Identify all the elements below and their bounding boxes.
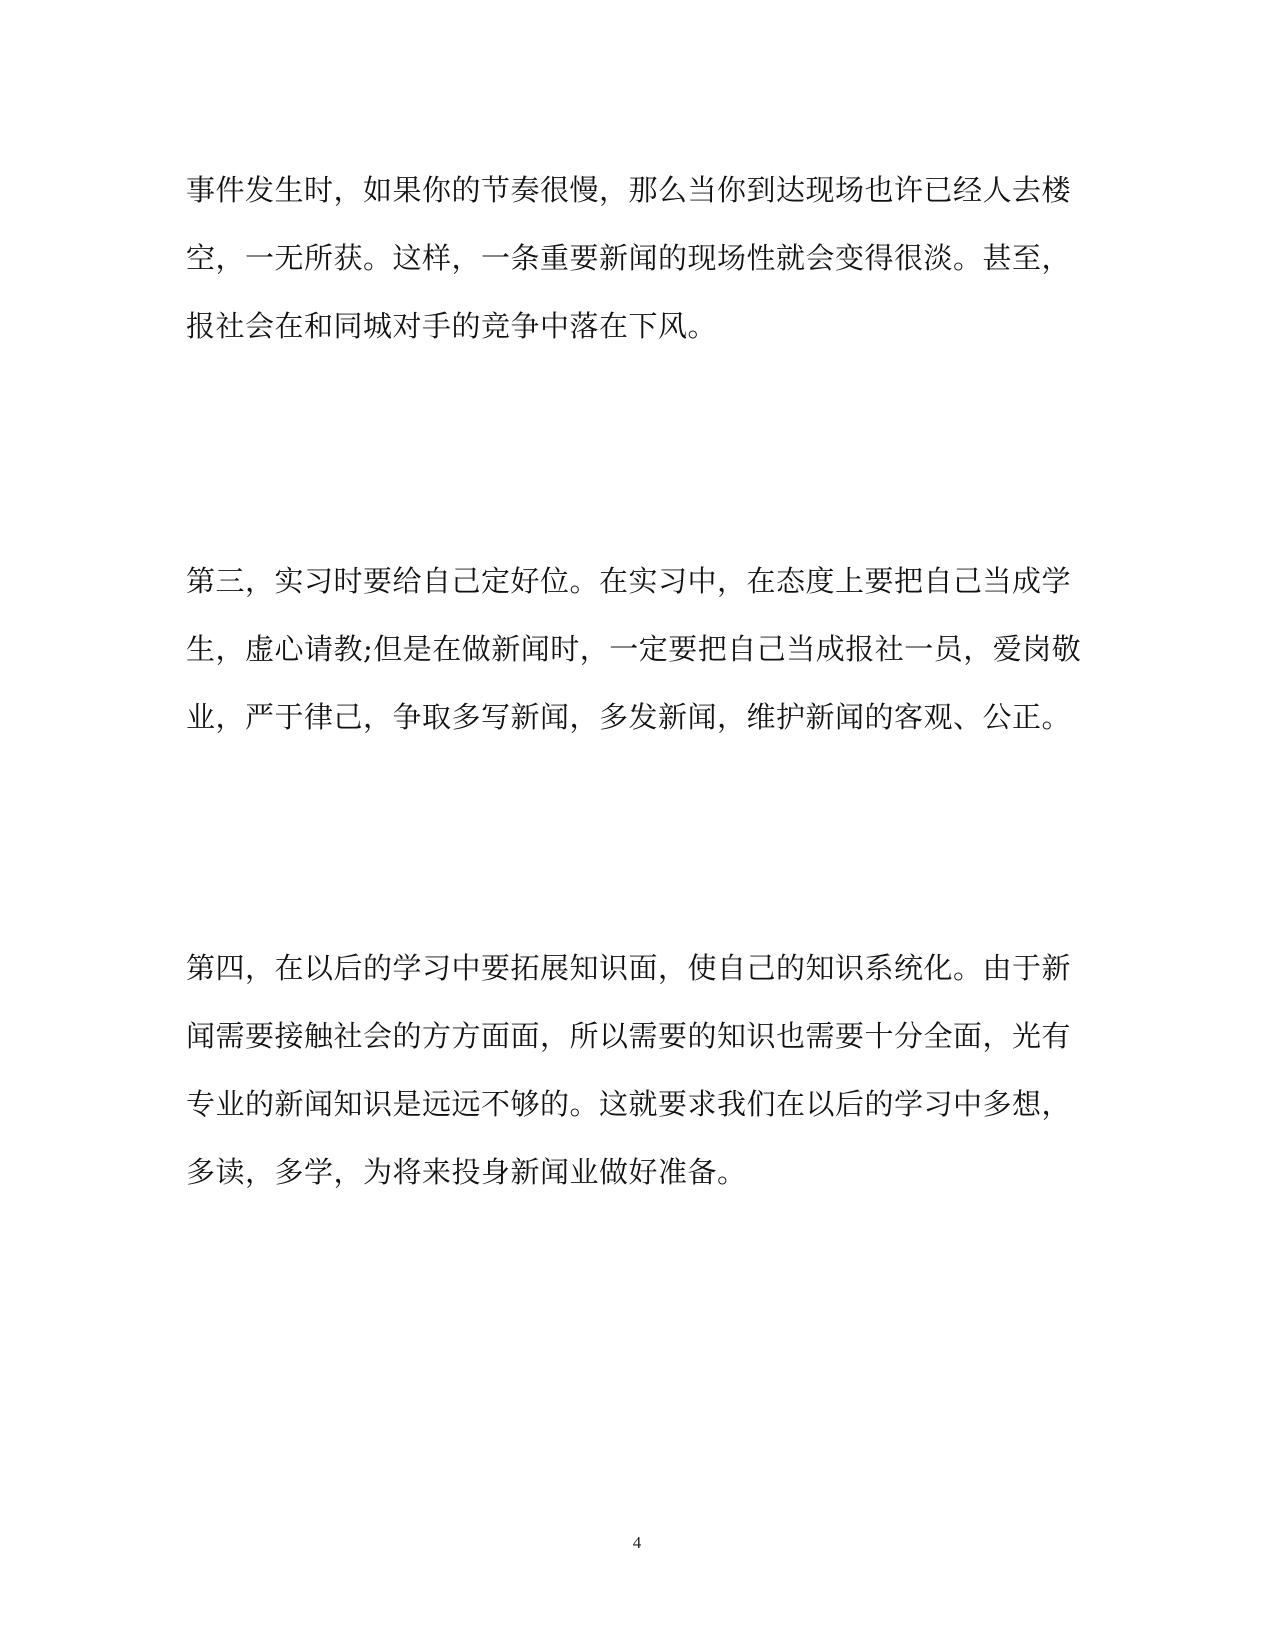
paragraph-3 [186,934,1086,1206]
paragraph-line: 第三，实习时要给自己定好位。在实习中，在态度上要把自己当成学 [186,564,1072,598]
paragraph-line: 专业的新闻知识是远远不够的。这就要求我们在以后的学习中多想， [186,1087,1072,1121]
paragraph-line: 业，严于律己，争取多写新闻，多发新闻，维护新闻的客观、公正。 [186,700,1072,734]
paragraph-line: 第四，在以后的学习中要拓展知识面，使自己的知识系统化。由于新 [186,951,1072,985]
paragraph-line: 多读，多学，为将来投身新闻业做好准备。 [186,1155,747,1189]
page-number: 4 [632,1533,642,1552]
paragraph-line: 生，虚心请教;但是在做新闻时，一定要把自己当成报社一员，爱岗敬 [186,632,1082,666]
paragraph-line: 空，一无所获。这样，一条重要新闻的现场性就会变得很淡。甚至， [186,241,1072,275]
paragraph-line: 事件发生时，如果你的节奏很慢，那么当你到达现场也许已经人去楼 [186,173,1072,207]
paragraph-line: 报社会在和同城对手的竞争中落在下风。 [186,309,718,343]
paragraph-2 [186,547,1086,751]
paragraph-1 [186,156,1086,360]
paragraph-line: 闻需要接触社会的方方面面，所以需要的知识也需要十分全面，光有 [186,1019,1072,1053]
